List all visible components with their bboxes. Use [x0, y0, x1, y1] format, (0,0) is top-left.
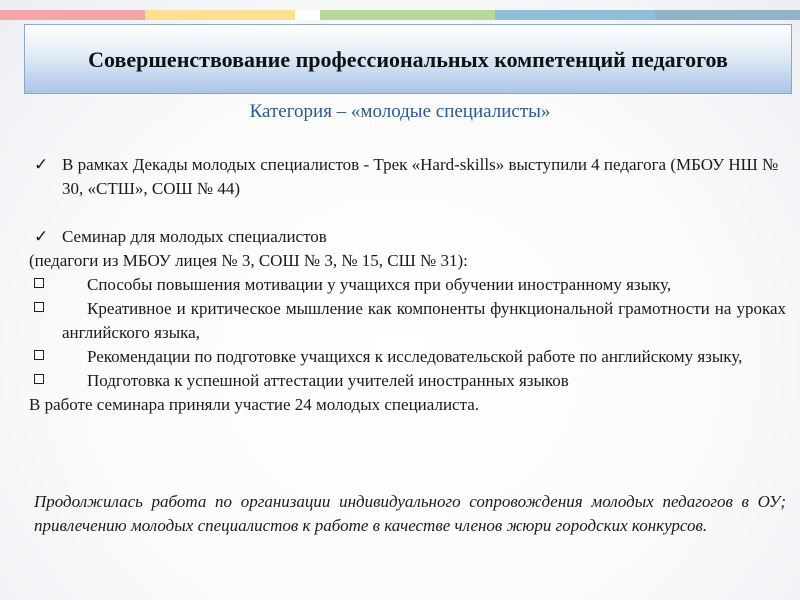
- slide-content: [29, 153, 786, 417]
- check-icon: ✓: [34, 155, 49, 174]
- square-bullet-icon: [34, 302, 44, 312]
- participants-line: (педагоги из МБОУ лицея № 3, СОШ № 3, № 15, СШ № 31):: [29, 251, 468, 270]
- check-item: [34, 153, 786, 201]
- stripe-segment: [655, 10, 800, 20]
- list-item: [34, 297, 786, 345]
- square-bullet-icon: [34, 374, 44, 384]
- square-bullet-icon: [34, 278, 44, 288]
- title-box: [24, 24, 792, 94]
- list-item-text: Креативное и критическое мышление как компоненты функциональной грамотности на уроках английского языка,: [62, 299, 786, 342]
- stripe-segment: [320, 10, 495, 20]
- list-item-text: Рекомендации по подготовке учащихся к исследовательской работе по английскому языку,: [87, 347, 743, 366]
- closing-paragraph: Продолжилась работа по организации индивидуального сопровождения молодых педагогов в ОУ; привлечению молодых специалистов к работе в качестве членов жюри городских конкурсов.: [34, 492, 786, 535]
- category-subtitle: Категория – «молодые специалисты»: [249, 101, 551, 122]
- summary-line: В работе семинара приняли участие 24 молодых специалиста.: [29, 395, 480, 414]
- check-item-text: Семинар для молодых специалистов: [62, 227, 327, 246]
- stripe-segment: [145, 10, 295, 20]
- stripe-segment: [495, 10, 655, 20]
- color-stripe-bar: [0, 10, 800, 20]
- page-title: Совершенствование профессиональных компетенций педагогов: [88, 46, 728, 72]
- stripe-segment: [295, 10, 320, 20]
- square-bullet-icon: [34, 350, 44, 360]
- stripe-segment: [0, 10, 145, 20]
- list-item-text: Подготовка к успешной аттестации учителей иностранных языков: [87, 371, 569, 390]
- list-item: [34, 345, 786, 369]
- list-item-text: Способы повышения мотивации у учащихся при обучении иностранному языку,: [87, 275, 672, 294]
- check-item-text: В рамках Декады молодых специалистов - Трек «Hard-skills» выступили 4 педагога (МБОУ НШ № 30, «СТШ», СОШ № 44): [62, 155, 779, 198]
- list-item: [34, 273, 786, 297]
- list-item: [34, 369, 786, 393]
- check-icon: ✓: [34, 227, 49, 246]
- check-item: [34, 225, 786, 249]
